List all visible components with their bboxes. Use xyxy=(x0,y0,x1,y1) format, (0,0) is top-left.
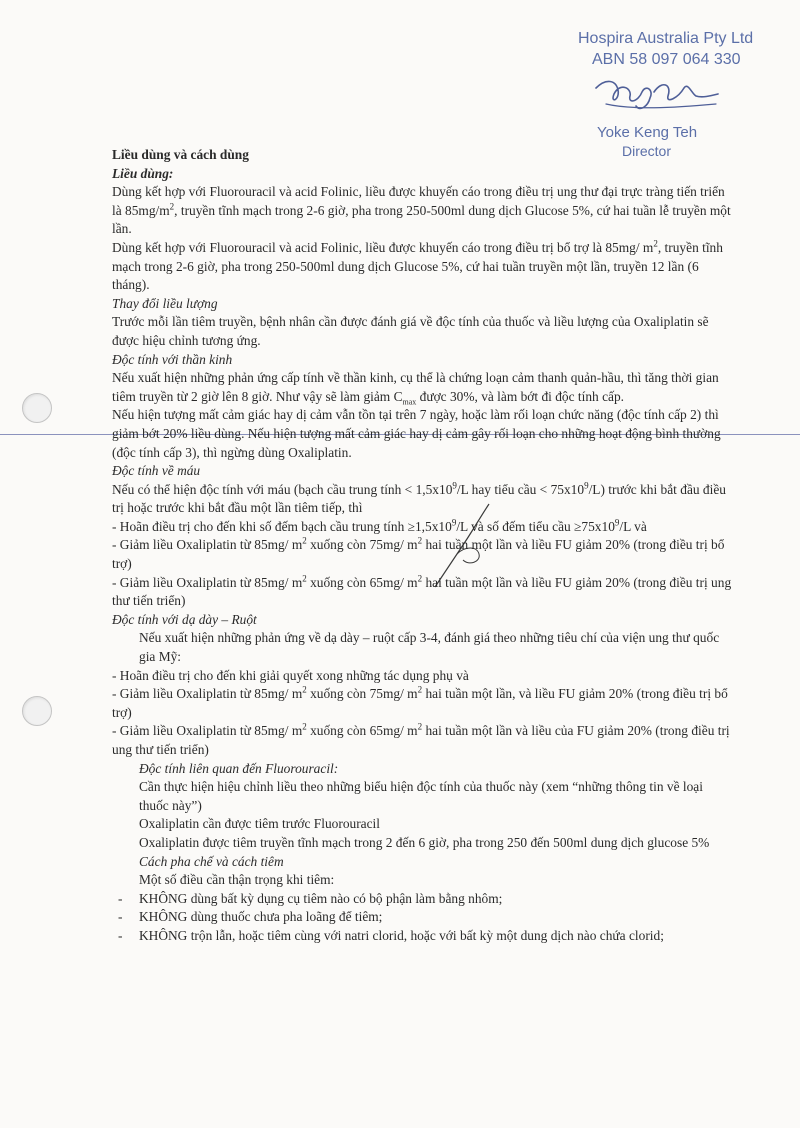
blood-paragraph: Nếu có thể hiện độc tính với máu (bạch cầu trung tính < $1,5x10^9/L$ hay tiểu cầu < $75x10^9/L$) trước khi bắt đầu điều trị hoặc trước khi bắt đầu một lần tiêm tiếp, thì xyxy=(112,480,726,516)
stamp-abn: ABN 58 097 064 330 xyxy=(592,51,741,68)
gi-bullet-2: - Giảm liều Oxaliplatin từ 85mg/ $m^2$ xuống còn 75mg/ $m^2$ hai tuần một lần, và liều FU giảm 20% (trong điều trị bổ trợ) xyxy=(112,684,728,720)
gi-bullet-3: - Giảm liều Oxaliplatin từ 85mg/ $m^2$ xuống còn 65mg/ $m^2$ hai tuần một lần và liều của FU giảm 20% (trong điều trị ung thư tiến triển) xyxy=(112,721,730,757)
blood-bullet-1: - Hoãn điều trị cho đến khi số đếm bạch cầu trung tính $\ge 1,5x10^9/L$ và số đếm tiểu cầu $\ge 75x10^9/L$ và xyxy=(112,517,647,534)
stamp-company: Hospira Australia Pty Ltd xyxy=(578,30,754,47)
blood-bullet-3: - Giảm liều Oxaliplatin từ 85mg/ $m^2$ xuống còn 65mg/ $m^2$ hai tuần một lần và liều FU giảm 20% (trong điều trị ung thư tiến triển) xyxy=(112,573,732,609)
document-body xyxy=(112,146,734,946)
neuro-paragraph-2: Nếu hiện tượng mất cảm giác hay dị cảm vẫn tồn tại trên 7 ngày, hoặc làm rối loạn chức năng (độc tính cấp 2) thì giảm bớt 20% liều dùng. Nếu hiện tượng mất cảm giác hay dị cảm gây rối loạn cho những hoạt động bình thường (độc tính cấp 3), thì ngừng dùng Oxaliplatin. xyxy=(112,407,721,460)
prep-paragraph: Một số điều cần thận trọng khi tiêm: xyxy=(139,872,335,888)
blood-heading: Độc tính về máu xyxy=(112,463,201,479)
prep-heading: Cách pha chế và cách tiêm xyxy=(139,853,284,869)
prep-bullet-2: - KHÔNG dùng thuốc chưa pha loãng để tiêm; xyxy=(112,908,734,927)
fu-paragraph-3: Oxaliplatin được tiêm truyền tĩnh mạch trong 2 đến 6 giờ, pha trong 250 đến 500ml dung dịch glucose 5% xyxy=(139,834,710,850)
fu-paragraph-2: Oxaliplatin cần được tiêm trước Fluorouracil xyxy=(139,816,380,832)
neuro-heading: Độc tính với thần kinh xyxy=(112,351,233,367)
subsection-dose-heading: Liều dùng: xyxy=(112,165,174,181)
adjust-heading: Thay đổi liều lượng xyxy=(112,295,218,311)
dose-paragraph-1: Dùng kết hợp với Fluorouracil và acid Folinic, liều được khuyến cáo trong điều trị ung thư đại trực tràng tiến triển là $85mg/m^2$, truyền tĩnh mạch trong 2-6 giờ, pha trong 250-500ml dung dịch Glucose 5%, cứ hai tuần lễ truyền một lần. xyxy=(112,184,731,237)
stamp-name: Yoke Keng Teh xyxy=(597,124,698,141)
punch-hole-bottom xyxy=(22,696,52,726)
gi-heading: Độc tính với dạ dày – Ruột xyxy=(112,611,257,627)
gi-paragraph: Nếu xuất hiện những phản ứng về dạ dày – ruột cấp 3-4, đánh giá theo những tiêu chí của viện ung thư quốc gia Mỹ: xyxy=(139,630,720,665)
fu-paragraph-1: Cần thực hiện hiệu chỉnh liều theo những biểu hiện độc tính của thuốc này (xem “những thông tin về loại thuốc này”) xyxy=(139,779,703,813)
gi-bullet-1: - Hoãn điều trị cho đến khi giải quyết xong những tác dụng phụ và xyxy=(112,667,469,683)
signature xyxy=(592,74,722,114)
stamp-role: Director xyxy=(622,143,672,159)
punch-hole-top xyxy=(22,393,52,423)
dose-paragraph-2: Dùng kết hợp với Fluorouracil và acid Folinic, liều được khuyến cáo trong điều trị bổ trợ là 85mg/ $m^2$, truyền tĩnh mạch trong 2-6 giờ, pha trong 250-500ml dung dịch Glucose 5%, cứ hai tuần truyền một lần, truyền 12 lần (6 tháng). xyxy=(112,238,723,293)
adjust-paragraph: Trước mỗi lần tiêm truyền, bệnh nhân cần được đánh giá về độc tính của thuốc và liều lượng của Oxaliplatin sẽ được hiệu chỉnh tương ứng. xyxy=(112,314,709,348)
section-title: Liều dùng và cách dùng xyxy=(112,147,249,162)
prep-bullet-3: - KHÔNG trộn lẫn, hoặc tiêm cùng với natri clorid, hoặc với bất kỳ một dung dịch nào chứa clorid; xyxy=(112,927,734,946)
neuro-paragraph-1: Nếu xuất hiện những phản ứng cấp tính về thần kinh, cụ thể là chứng loạn cảm thanh quản-hầu, thì tăng thời gian tiêm truyền từ 2 giờ lên 8 giờ. Như vậy sẽ làm giảm $C_{max}$ được 30%, và làm bớt đi độc tính cấp. xyxy=(112,370,719,407)
blood-bullet-2: - Giảm liều Oxaliplatin từ 85mg/ $m^2$ xuống còn 75mg/ $m^2$ hai tuần một lần và liều FU giảm 20% (trong điều trị bổ trợ) xyxy=(112,536,725,572)
fu-heading: Độc tính liên quan đến Fluorouracil: xyxy=(139,760,339,776)
prep-bullet-1: - KHÔNG dùng bất kỳ dụng cụ tiêm nào có bộ phận làm bằng nhôm; xyxy=(112,890,734,909)
